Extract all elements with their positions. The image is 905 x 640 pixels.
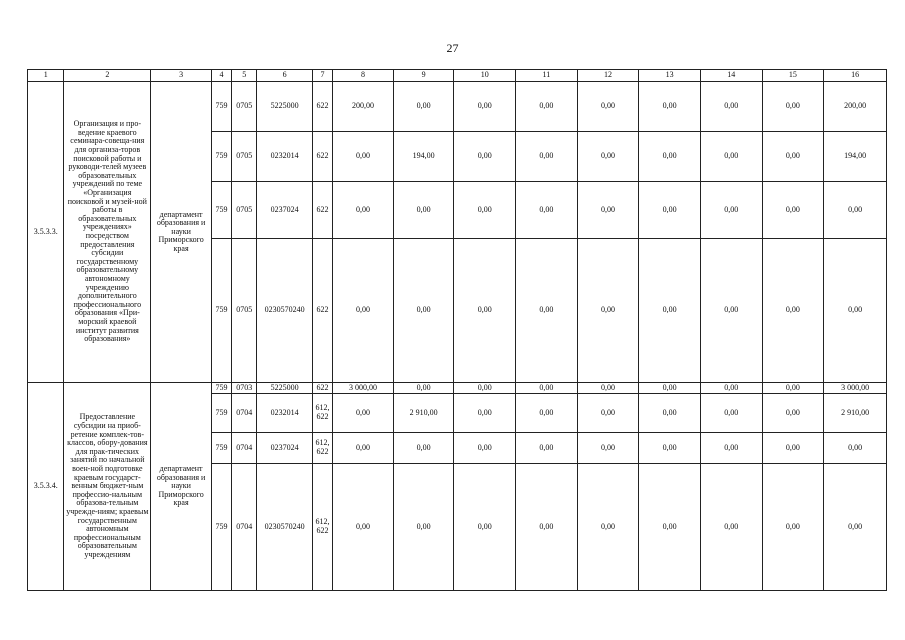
amount-cell-col-11: 0,00 — [516, 182, 578, 239]
amount-cell-col-9: 0,00 — [393, 464, 454, 591]
amount-cell-col-14: 0,00 — [700, 82, 762, 132]
column-header-15: 15 — [762, 70, 824, 82]
amount-cell-col-11: 0,00 — [516, 132, 578, 182]
amount-cell-col-9: 0,00 — [393, 239, 454, 383]
amount-cell-col-8: 0,00 — [333, 182, 394, 239]
column-header-14: 14 — [700, 70, 762, 82]
amount-cell-col-14: 0,00 — [700, 394, 762, 433]
amount-cell-col-8: 200,00 — [333, 82, 394, 132]
table-row — [28, 383, 887, 394]
amount-cell-col-10: 0,00 — [454, 132, 516, 182]
amount-cell-col-12: 0,00 — [577, 182, 639, 239]
expense-type-code: 622 — [312, 182, 332, 239]
amount-cell-col-13: 0,00 — [639, 464, 701, 591]
amount-cell-col-11: 0,00 — [516, 239, 578, 383]
responsible-organization: департамент образования и науки Приморского края — [151, 82, 212, 383]
amount-cell-col-15: 0,00 — [762, 394, 824, 433]
section-code: 0704 — [232, 433, 257, 464]
expense-type-code: 622 — [312, 239, 332, 383]
column-header-4: 4 — [211, 70, 231, 82]
column-header-9: 9 — [393, 70, 454, 82]
expense-type-code: 612, 622 — [312, 433, 332, 464]
amount-cell-col-11: 0,00 — [516, 394, 578, 433]
amount-cell-col-16: 3 000,00 — [824, 383, 887, 394]
amount-cell-col-13: 0,00 — [639, 239, 701, 383]
grbs-code: 759 — [211, 433, 231, 464]
grbs-code: 759 — [211, 82, 231, 132]
section-code: 0705 — [232, 239, 257, 383]
amount-cell-col-11: 0,00 — [516, 82, 578, 132]
expense-type-code: 612, 622 — [312, 464, 332, 591]
target-article-code: 5225000 — [257, 82, 313, 132]
amount-cell-col-14: 0,00 — [700, 182, 762, 239]
amount-cell-col-14: 0,00 — [700, 464, 762, 591]
budget-table — [27, 69, 887, 591]
amount-cell-col-13: 0,00 — [639, 383, 701, 394]
target-article-code: 0230570240 — [257, 464, 313, 591]
grbs-code: 759 — [211, 383, 231, 394]
item-description: Предоставление субсидии на приоб-ретение комплек-тов-классов, обору-дования для прак-тических занятий по начальной воен-ной подготовке краевым государст-венным бюджет-ным профессио-нальным образова-тельным учрежде-ниям; краевым государственным автономным профессиональным образовательным учреждениям — [64, 383, 151, 591]
amount-cell-col-13: 0,00 — [639, 394, 701, 433]
amount-cell-col-10: 0,00 — [454, 239, 516, 383]
grbs-code: 759 — [211, 394, 231, 433]
amount-cell-col-12: 0,00 — [577, 82, 639, 132]
amount-cell-col-9: 0,00 — [393, 383, 454, 394]
amount-cell-col-15: 0,00 — [762, 239, 824, 383]
section-code: 0704 — [232, 464, 257, 591]
responsible-organization: департамент образования и науки Приморского края — [151, 383, 212, 591]
section-code: 0705 — [232, 82, 257, 132]
amount-cell-col-15: 0,00 — [762, 82, 824, 132]
amount-cell-col-11: 0,00 — [516, 464, 578, 591]
amount-cell-col-13: 0,00 — [639, 82, 701, 132]
amount-cell-col-8: 0,00 — [333, 433, 394, 464]
section-code: 0705 — [232, 132, 257, 182]
amount-cell-col-8: 3 000,00 — [333, 383, 394, 394]
section-code: 0705 — [232, 182, 257, 239]
amount-cell-col-12: 0,00 — [577, 394, 639, 433]
amount-cell-col-10: 0,00 — [454, 464, 516, 591]
expense-type-code: 612, 622 — [312, 394, 332, 433]
amount-cell-col-14: 0,00 — [700, 132, 762, 182]
amount-cell-col-11: 0,00 — [516, 383, 578, 394]
amount-cell-col-12: 0,00 — [577, 383, 639, 394]
amount-cell-col-16: 0,00 — [824, 433, 887, 464]
column-header-16: 16 — [824, 70, 887, 82]
grbs-code: 759 — [211, 132, 231, 182]
item-description: Организация и про-ведение краевого семинара-совеща-ния для организа-торов поисковой работы и руководи-телей музеев образовательных учреждений по теме «Организация поисковой и музей-ной работы в образовательных учреждениях» посредством предоставления субсидии государственному образовательному автономному учреждению дополнительного профессионального образования «При-морский краевой институт развития образования» — [64, 82, 151, 383]
amount-cell-col-9: 0,00 — [393, 182, 454, 239]
amount-cell-col-12: 0,00 — [577, 464, 639, 591]
amount-cell-col-15: 0,00 — [762, 132, 824, 182]
amount-cell-col-8: 0,00 — [333, 464, 394, 591]
grbs-code: 759 — [211, 239, 231, 383]
target-article-code: 0232014 — [257, 132, 313, 182]
column-header-8: 8 — [333, 70, 394, 82]
amount-cell-col-10: 0,00 — [454, 383, 516, 394]
column-header-11: 11 — [516, 70, 578, 82]
item-number: 3.5.3.3. — [28, 82, 64, 383]
amount-cell-col-16: 0,00 — [824, 239, 887, 383]
column-header-3: 3 — [151, 70, 212, 82]
target-article-code: 0232014 — [257, 394, 313, 433]
column-header-10: 10 — [454, 70, 516, 82]
amount-cell-col-10: 0,00 — [454, 182, 516, 239]
target-article-code: 0230570240 — [257, 239, 313, 383]
amount-cell-col-13: 0,00 — [639, 182, 701, 239]
amount-cell-col-16: 2 910,00 — [824, 394, 887, 433]
amount-cell-col-10: 0,00 — [454, 82, 516, 132]
amount-cell-col-15: 0,00 — [762, 383, 824, 394]
amount-cell-col-8: 0,00 — [333, 239, 394, 383]
amount-cell-col-13: 0,00 — [639, 433, 701, 464]
amount-cell-col-9: 194,00 — [393, 132, 454, 182]
column-header-13: 13 — [639, 70, 701, 82]
section-code: 0703 — [232, 383, 257, 394]
column-header-6: 6 — [257, 70, 313, 82]
amount-cell-col-15: 0,00 — [762, 182, 824, 239]
column-header-12: 12 — [577, 70, 639, 82]
column-header-5: 5 — [232, 70, 257, 82]
amount-cell-col-14: 0,00 — [700, 383, 762, 394]
expense-type-code: 622 — [312, 82, 332, 132]
section-code: 0704 — [232, 394, 257, 433]
column-header-2: 2 — [64, 70, 151, 82]
table-row — [28, 82, 887, 132]
item-number: 3.5.3.4. — [28, 383, 64, 591]
amount-cell-col-16: 0,00 — [824, 182, 887, 239]
expense-type-code: 622 — [312, 383, 332, 394]
amount-cell-col-9: 0,00 — [393, 433, 454, 464]
target-article-code: 0237024 — [257, 182, 313, 239]
column-header-7: 7 — [312, 70, 332, 82]
grbs-code: 759 — [211, 464, 231, 591]
amount-cell-col-16: 0,00 — [824, 464, 887, 591]
amount-cell-col-13: 0,00 — [639, 132, 701, 182]
amount-cell-col-12: 0,00 — [577, 433, 639, 464]
amount-cell-col-16: 200,00 — [824, 82, 887, 132]
amount-cell-col-10: 0,00 — [454, 433, 516, 464]
amount-cell-col-12: 0,00 — [577, 132, 639, 182]
amount-cell-col-8: 0,00 — [333, 394, 394, 433]
target-article-code: 0237024 — [257, 433, 313, 464]
page-number: 27 — [446, 41, 459, 55]
amount-cell-col-15: 0,00 — [762, 464, 824, 591]
column-header-1: 1 — [28, 70, 64, 82]
target-article-code: 5225000 — [257, 383, 313, 394]
grbs-code: 759 — [211, 182, 231, 239]
amount-cell-col-14: 0,00 — [700, 239, 762, 383]
amount-cell-col-9: 2 910,00 — [393, 394, 454, 433]
amount-cell-col-16: 194,00 — [824, 132, 887, 182]
amount-cell-col-8: 0,00 — [333, 132, 394, 182]
amount-cell-col-10: 0,00 — [454, 394, 516, 433]
amount-cell-col-12: 0,00 — [577, 239, 639, 383]
amount-cell-col-11: 0,00 — [516, 433, 578, 464]
amount-cell-col-15: 0,00 — [762, 433, 824, 464]
expense-type-code: 622 — [312, 132, 332, 182]
amount-cell-col-9: 0,00 — [393, 82, 454, 132]
header-row — [28, 70, 887, 82]
amount-cell-col-14: 0,00 — [700, 433, 762, 464]
